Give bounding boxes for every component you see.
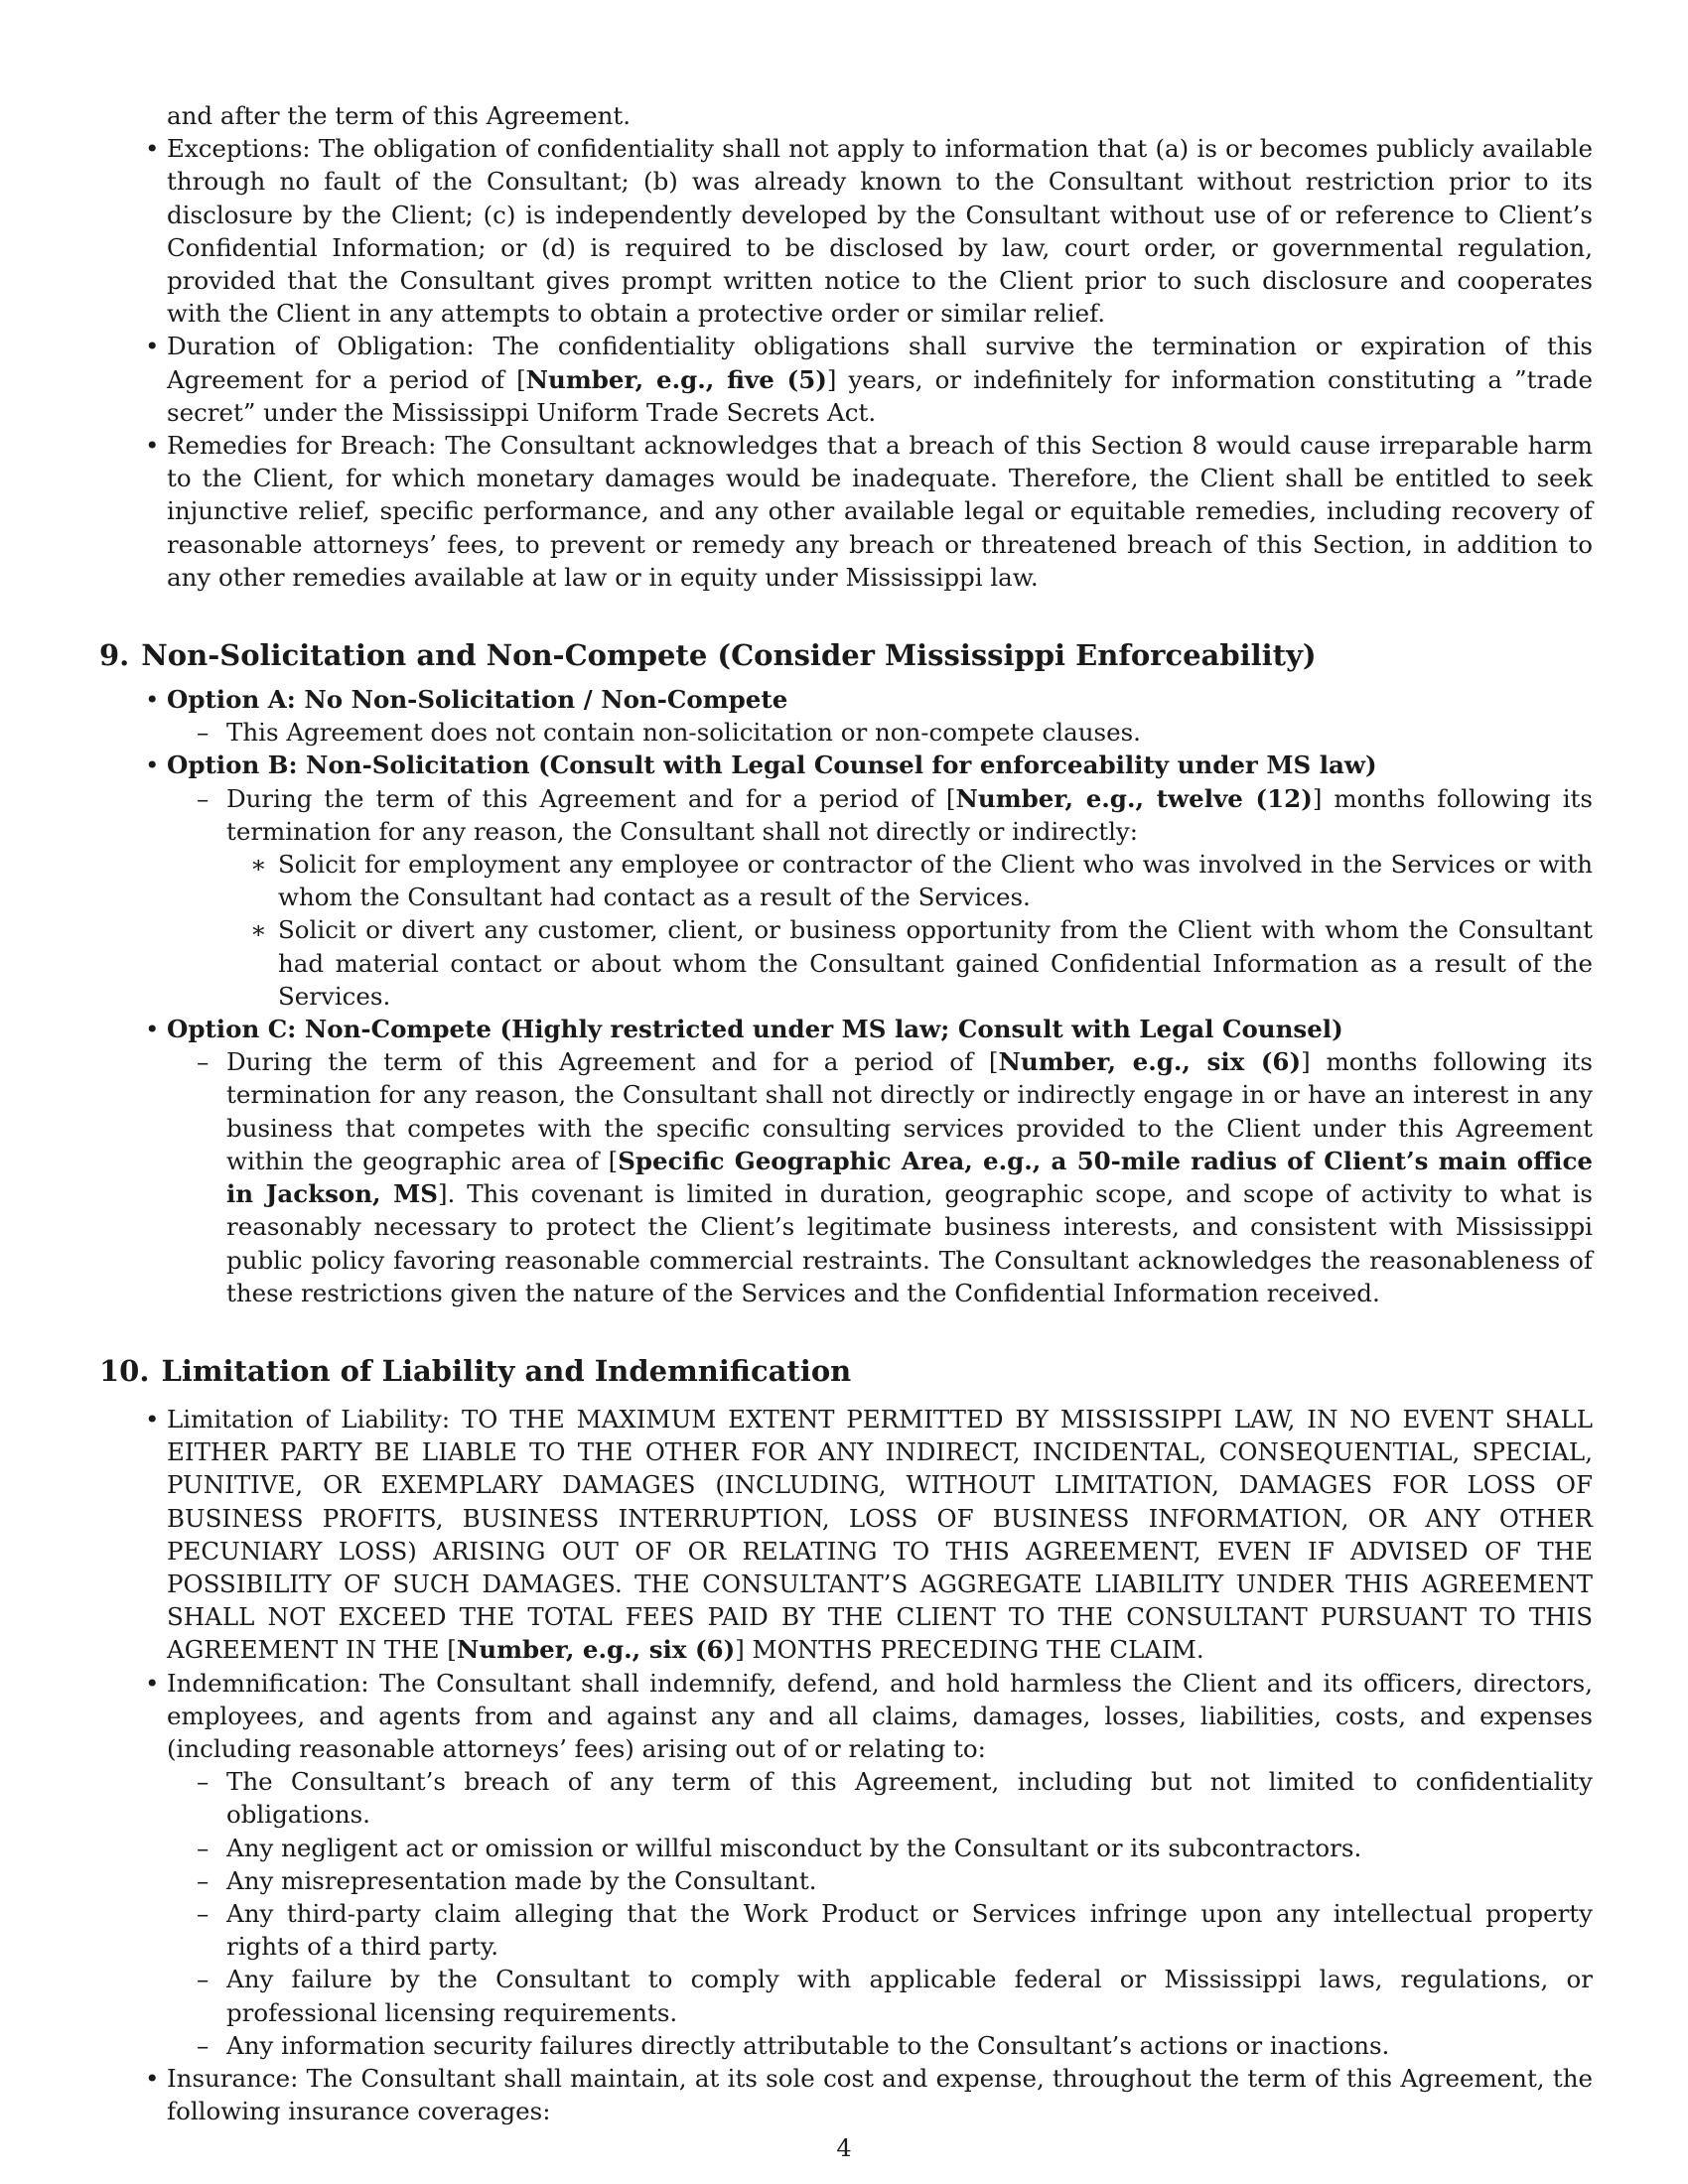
list-item: • Insurance: The Consultant shall maintain, at its sole cost and expense, throughout the term of this Agreement, the following insurance coverages: [145, 2063, 1593, 2126]
list-item: • Limitation of Liability: TO THE MAXIMUM EXTENT PERMITTED BY MISSISSIPPI LAW, IN NO EVENT SHALL EITHER PARTY BE LIABLE TO THE OTHER FOR ANY INDIRECT, INCIDENTAL, CONSEQUENTIAL, SPECIAL, PUNITIVE, OR EXEMPLARY DAMAGES (INCLUDING, WITHOUT LIMITATION, DAMAGES FOR LOSS OF BUSINESS PROFITS, BUSINESS INTERRUPTION, LOSS OF BUSINESS INFORMATION, OR ANY OTHER PECUNIARY LOSS) ARISING OUT OF OR RELATING TO THIS AGREEMENT, EVEN IF ADVISED OF THE POSSIBILITY OF SUCH DAMAGES. THE CONSULTANT’S AGGREGATE LIABILITY UNDER THIS AGREEMENT SHALL NOT EXCEED THE TOTAL FEES PAID BY THE CLIENT TO THE CONSULTANT PURSUANT TO THIS AGREEMENT IN THE [Number, e.g., six (6)] MONTHS PRECEDING THE CLAIM. [145, 1404, 1593, 1665]
list-item: – During the term of this Agreement and for a period of [Number, e.g., six (6)] months following its termination for any reason, the Consultant shall not directly or indirectly engage in or have an interest in any business that competes with the specific consulting services provided to the Client under this Agreement within the geographic area of [Specific Geographic Area, e.g., a 50-mile radius of Client’s main office in Jackson, MS]. This covenant is limited in duration, geographic scope, and scope of activity to what is reasonably necessary to protect the Client’s legitimate business interests, and consistent with Mississippi public policy favoring reasonable commercial restraints. The Consultant acknowledges the reasonableness of these restrictions given the nature of the Services and the Confidential Information received. [197, 1047, 1593, 1307]
dash-icon: – [197, 2030, 210, 2060]
dash-icon: – [197, 783, 210, 813]
confidentiality-list [145, 132, 1593, 594]
bullet-icon: • [145, 1668, 160, 1698]
list-item: – This Agreement does not contain non-solicitation or non-compete clauses. [226, 716, 1593, 749]
dash-icon: – [197, 1767, 210, 1797]
section9-list [145, 683, 1593, 1309]
list-item: – The Consultant’s breach of any term of this Agreement, including but not limited to confidentiality obligations. [197, 1767, 1593, 1830]
bullet-icon: • [145, 2063, 160, 2093]
list-item: ∗ Solicit for employment any employee or contractor of the Client who was involved in the Services or with whom the Consultant had contact as a result of the Services. [250, 850, 1593, 912]
section-heading-9: 9. Non-Solicitation and Non-Compete (Consider Mississippi Enforceability) [99, 638, 1317, 673]
bullet-icon: • [145, 751, 160, 780]
list-item: – Any negligent act or omission or willful misconduct by the Consultant or its subcontractors. [226, 1832, 1593, 1864]
list-item [145, 132, 1593, 330]
page-number: 4 [836, 2134, 852, 2162]
bullet-icon: • [145, 332, 160, 361]
list-item [145, 429, 1593, 594]
asterisk-icon: ∗ [250, 915, 267, 945]
bullet-icon: • [145, 134, 160, 164]
bullet-icon: • [145, 1404, 160, 1433]
dash-icon: – [197, 1047, 210, 1077]
list-item: – Any failure by the Consultant to comply with applicable federal or Mississippi laws, regulations, or professional licensing requirements. [197, 1965, 1593, 2027]
list-item: – During the term of this Agreement and for a period of [Number, e.g., twelve (12)] months following its termination for any reason, the Consultant shall not directly or indirectly: ∗ Solicit for employment any employee or contractor of the Client who was involved in the Services or with whom the Consultant had contact as a result of the Services. ∗ Solicit or divert any customer, client, or business opportunity from the Client with whom the Consultant had material contact or about whom the Consultant gained Confidential Information as a result of the Services. [226, 782, 1593, 1013]
option-a: • Option A: No Non-Solicitation / Non-Compete – This Agreement does not contain non-solicitation or non-compete clauses. [167, 683, 1593, 749]
exceptions-text: Exceptions: The obligation of confidentiality shall not apply to information that (a) is or becomes publicly available through no fault of the Consultant; (b) was already known to the Consultant without restriction prior to its disclosure by the Client; (c) is independently developed by the Consultant without use of or reference to Client’s Confidential Information; or (d) is required to be disclosed by law, court order, or governmental regulation, provided that the Consultant gives prompt written notice to the Client prior to such disclosure and cooperates with the Client in any attempts to obtain a protective order or similar relief. [167, 134, 1593, 329]
bullet-icon: • [145, 431, 160, 461]
option-c: • Option C: Non-Compete (Highly restricted under MS law; Consult with Legal Counsel) – During the term of this Agreement and for a period of [Number, e.g., six (6)] months following its termination for any reason, the Consultant shall not directly or indirectly engage in or have an interest in any business that competes with the specific consulting services provided to the Client under this Agreement within the geographic area of [Specific Geographic Area, e.g., a 50-mile radius of Client’s main office in Jackson, MS]. This covenant is limited in duration, geographic scope, and scope of activity to what is reasonably necessary to protect the Client’s legitimate business interests, and consistent with Mississippi public policy favoring reasonable commercial restraints. The Consultant acknowledges the reasonableness of these restrictions given the nature of the Services and the Confidential Information received. [167, 1013, 1593, 1309]
remedies-text: Remedies for Breach: The Consultant acknowledges that a breach of this Section 8 would cause irreparable harm to the Client, for which monetary damages would be inadequate. Therefore, the Client shall be entitled to seek injunctive relief, specific performance, and any other available legal or equitable remedies, including recovery of reasonable attorneys’ fees, to prevent or remedy any breach or threatened breach of this Section, in addition to any other remedies available at law or in equity under Mississippi law. [167, 431, 1593, 592]
list-item: ∗ Solicit or divert any customer, client, or business opportunity from the Client with whom the Consultant had material contact or about whom the Consultant gained Confidential Information as a result of the Services. [250, 915, 1593, 1011]
list-item: • Indemnification: The Consultant shall indemnify, defend, and hold harmless the Client and its officers, directors, employees, and agents from and against any and all claims, damages, losses, liabilities, costs, and expenses (including reasonable attorneys’ fees) arising out of or relating to: – The Consultant’s breach of any term of this Agreement, including but not limited to confidentiality obligations. – Any negligent act or omission or willful misconduct by the Consultant or its subcontractors. – Any misrepresentation made by the Consultant. – Any third-party claim alleging that the Work Product or Services infringe upon any intellectual property rights of a third party. – Any failure by the Consultant to comply with applicable federal or Mississippi laws, regulations, or professional licensing requirements. – Any information security failures directly attributable to the Consultant’s actions or inactions. [167, 1667, 1593, 2062]
dash-icon: – [197, 1833, 210, 1862]
dash-icon: – [197, 1898, 210, 1928]
section-heading-10: 10. Limitation of Liability and Indemnification [99, 1353, 852, 1388]
placeholder-term: Number, e.g., five (5) [525, 364, 827, 394]
document-body [99, 99, 1593, 2127]
dash-icon: – [197, 1865, 210, 1895]
asterisk-icon: ∗ [250, 850, 267, 880]
list-item: – Any third-party claim alleging that the Work Product or Services infringe upon any intellectual property rights of a third party. [197, 1898, 1593, 1962]
bullet-icon: • [145, 1015, 160, 1044]
dash-icon: – [197, 718, 210, 748]
continuation-line: and after the term of this Agreement. [167, 101, 632, 130]
option-b: • Option B: Non-Solicitation (Consult with Legal Counsel for enforceability under MS law) – During the term of this Agreement and for a period of [Number, e.g., twelve (12)] months following its termination for any reason, the Consultant shall not directly or indirectly: ∗ Solicit for employment any employee or contractor of the Client who was involved in the Services or with whom the Consultant had contact as a result of the Services. ∗ Solicit or divert any customer, client, or business opportunity from the Client with whom the Consultant had material contact or about whom the Consultant gained Confidential Information as a result of the Services. [167, 749, 1593, 1013]
list-item: • Duration of Obligation: The confidentiality obligations shall survive the termination or expiration of this Agreement for a period of [Number, e.g., five (5)] years, or indefinitely for information constituting a ”trade secret” under the Mississippi Uniform Trade Secrets Act. [145, 332, 1593, 427]
section10-list [145, 1403, 1593, 2127]
list-item: – Any information security failures directly attributable to the Consultant’s actions or inactions. [226, 2029, 1593, 2062]
dash-icon: – [197, 1965, 210, 1994]
bullet-icon: • [145, 685, 160, 715]
list-item: – Any misrepresentation made by the Consultant. [226, 1864, 1593, 1897]
